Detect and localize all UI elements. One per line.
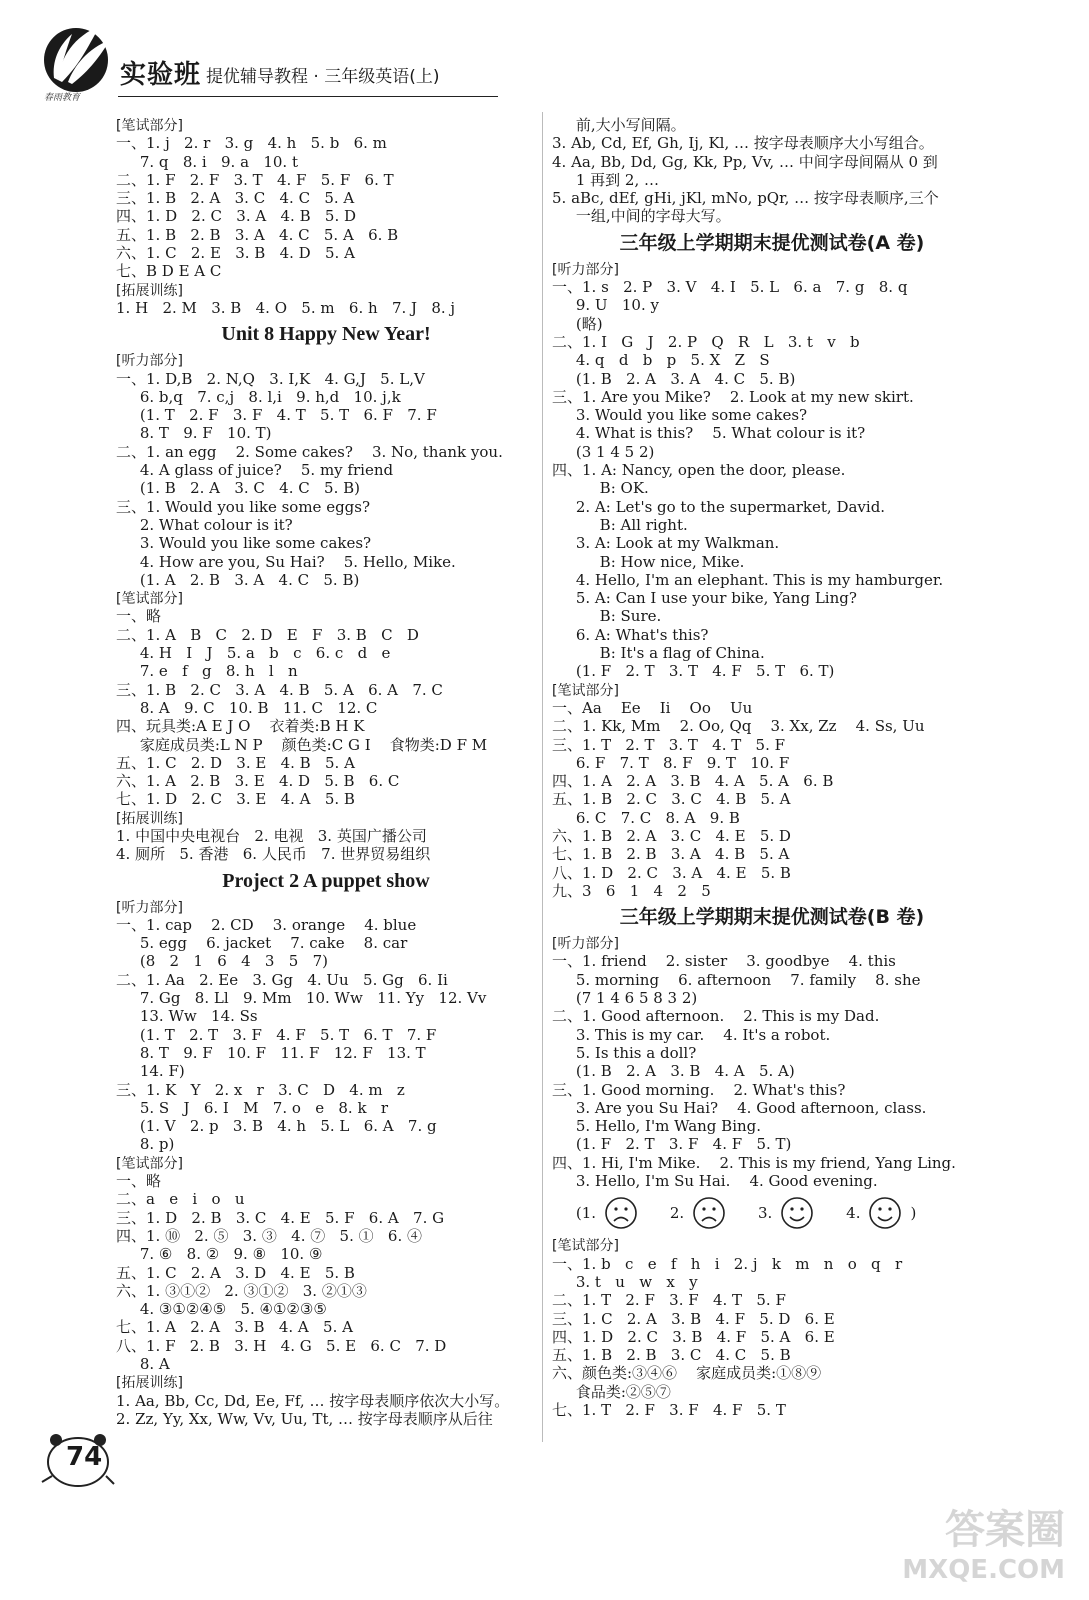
section-heading: [听力部分] bbox=[116, 899, 183, 916]
answer-line: 3. Ab, Cd, Ef, Gh, Ij, Kl, … 按字母表顺序大小写组合。 bbox=[552, 134, 934, 153]
book-subtitle: 提优辅导教程 · 三年级英语(上) bbox=[206, 67, 440, 87]
face-label: 4. bbox=[822, 1204, 861, 1223]
answer-line: (1. V 2. p 3. B 4. h 5. L 6. A 7. g bbox=[116, 1117, 437, 1136]
answer-line: 3. A: Look at my Walkman. bbox=[552, 534, 780, 553]
answer-line: 四、1. D 2. C 3. B 4. F 5. A 6. E bbox=[552, 1327, 835, 1346]
answer-line: 三、1. C 2. A 3. B 4. F 5. D 6. E bbox=[552, 1309, 835, 1328]
watermark-url: MXQE.COM bbox=[902, 1555, 1065, 1585]
answer-line: (1. B 2. A 3. B 4. A 5. A) bbox=[552, 1062, 795, 1081]
answer-line: 6. C 7. C 8. A 9. B bbox=[552, 808, 740, 827]
answer-line: 5. A: Can I use your bike, Yang Ling? bbox=[552, 589, 857, 608]
sad-face-icon bbox=[692, 1196, 726, 1230]
answer-line: (3 1 4 5 2) bbox=[552, 442, 655, 461]
section-heading: [笔试部分] bbox=[116, 118, 183, 134]
answer-line: 5. Is this a doll? bbox=[552, 1043, 697, 1062]
answer-line: 一、1. friend 2. sister 3. goodbye 4. this bbox=[552, 952, 896, 971]
answer-line: B: OK. bbox=[552, 479, 649, 498]
face-label: 2. bbox=[646, 1204, 685, 1223]
answer-line: 六、1. C 2. E 3. B 4. D 5. A bbox=[116, 244, 355, 263]
answer-line: 二、1. an egg 2. Some cakes? 3. No, thank you. bbox=[116, 442, 503, 461]
answer-line: 六、颜色类:③④⑥ 家庭成员类:①⑧⑨ bbox=[552, 1364, 822, 1383]
section-heading-row bbox=[116, 116, 536, 134]
right-column bbox=[552, 116, 992, 1419]
answer-line: 一组,中间的字母大写。 bbox=[552, 207, 731, 226]
section-heading: [笔试部分] bbox=[552, 682, 619, 699]
answer-line: (1. B 2. A 3. A 4. C 5. B) bbox=[552, 369, 796, 388]
answer-line: 二、1. A B C 2. D E F 3. B C D bbox=[116, 625, 419, 644]
answer-line: 二、1. I G J 2. P Q R L 3. t v b bbox=[552, 332, 860, 351]
answer-line: 一、1. s 2. P 3. V 4. I 5. L 6. a 7. g 8. q bbox=[552, 278, 908, 297]
page-number: 74 bbox=[66, 1442, 103, 1472]
answer-line: 二、1. T 2. F 3. F 4. T 5. F bbox=[552, 1291, 786, 1310]
section-heading-row bbox=[552, 1236, 992, 1254]
section-heading: [笔试部分] bbox=[116, 591, 183, 608]
section-heading: [听力部分] bbox=[116, 353, 183, 370]
answer-line: 二、1. F 2. F 3. T 4. F 5. F 6. T bbox=[116, 170, 394, 189]
answer-line: 1 再到 2, … bbox=[552, 170, 659, 189]
smiling-face-icon bbox=[868, 1196, 902, 1230]
answer-line: 4. Hello, I'm an elephant. This is my hamburger. bbox=[552, 570, 944, 589]
section-heading-row bbox=[116, 589, 536, 607]
face-label: (1. bbox=[552, 1204, 597, 1223]
answer-line: 二、1. Good afternoon. 2. This is my Dad. bbox=[552, 1007, 880, 1026]
answer-line: 五、1. C 2. A 3. D 4. E 5. B bbox=[116, 1263, 355, 1282]
answer-line: 4. Aa, Bb, Dd, Gg, Kk, Pp, Vv, … 中间字母间隔从 0 到 bbox=[552, 152, 938, 171]
page-number-badge bbox=[36, 1432, 116, 1492]
answer-line: 6. b,q 7. c,j 8. l,i 9. h,d 10. j,k bbox=[116, 387, 401, 406]
answer-line: 七、1. A 2. A 3. B 4. A 5. A bbox=[116, 1318, 353, 1337]
answer-line: 8. T 9. F 10. T) bbox=[116, 424, 272, 443]
answer-line: 8. A bbox=[116, 1355, 170, 1373]
exam-title: 三年级上学期期末提优测试卷(B 卷) bbox=[619, 906, 925, 929]
section-heading: [笔试部分] bbox=[552, 1238, 619, 1255]
section-heading-row bbox=[116, 281, 536, 299]
answer-line: 5. S J 6. I M 7. o e 8. k r bbox=[116, 1098, 389, 1117]
answer-line: (略) bbox=[552, 314, 603, 333]
logo-caption: 春雨教育 bbox=[44, 93, 81, 103]
answer-line: 七、1. T 2. F 3. F 4. F 5. T bbox=[552, 1401, 786, 1419]
answer-line: 3. Hello, I'm Su Hai. 4. Good evening. bbox=[552, 1172, 878, 1191]
answer-line: 2. A: Let's go to the supermarket, David. bbox=[552, 497, 886, 516]
exam-title: 三年级上学期期末提优测试卷(A 卷) bbox=[619, 231, 925, 254]
answer-line: 3. Would you like some cakes? bbox=[116, 534, 372, 553]
section-heading: [听力部分] bbox=[552, 936, 619, 953]
answer-line: 一、1. j 2. r 3. g 4. h 5. b 6. m bbox=[116, 134, 387, 153]
face-label: 3. bbox=[734, 1204, 773, 1223]
answer-line: 4. q d b p 5. X Z S bbox=[552, 351, 770, 370]
answer-line: 三、1. Good morning. 2. What's this? bbox=[552, 1080, 846, 1099]
answer-line: 七、1. B 2. B 3. A 4. B 5. A bbox=[552, 845, 790, 864]
section-heading-row bbox=[552, 681, 992, 699]
leaf-logo-icon bbox=[38, 18, 118, 98]
answer-line: 八、1. F 2. B 3. H 4. G 5. E 6. C 7. D bbox=[116, 1336, 447, 1355]
answer-line: 五、1. C 2. D 3. E 4. B 5. A bbox=[116, 753, 355, 772]
emotion-faces-row bbox=[552, 1190, 992, 1236]
answer-line: 七、B D E A C bbox=[116, 262, 222, 281]
header-rule bbox=[118, 96, 498, 97]
answer-line: 一、Aa Ee Ii Oo Uu bbox=[552, 698, 753, 717]
answer-line: 一、1. b c e f h i 2. j k m n o q r bbox=[552, 1254, 903, 1273]
answer-line: 前,大小写间隔。 bbox=[552, 116, 686, 134]
section-heading-row bbox=[552, 260, 992, 278]
answer-line: 4. 厕所 5. 香港 6. 人民币 7. 世界贸易组织 bbox=[116, 845, 431, 864]
answer-line: 3. This is my car. 4. It's a robot. bbox=[552, 1025, 831, 1044]
answer-line: 三、1. T 2. T 3. T 4. T 5. F bbox=[552, 735, 786, 754]
answer-line: 3. Are you Su Hai? 4. Good afternoon, class. bbox=[552, 1098, 927, 1117]
answer-line: 家庭成员类:L N P 颜色类:C G I 食物类:D F M bbox=[116, 735, 488, 754]
smiling-face-icon bbox=[780, 1196, 814, 1230]
answer-line: 四、1. D 2. C 3. A 4. B 5. D bbox=[116, 207, 357, 226]
answer-line: 7. Gg 8. Ll 9. Mm 10. Ww 11. Yy 12. Vv bbox=[116, 989, 487, 1008]
answer-line: 3. t u w x y bbox=[552, 1272, 698, 1291]
answer-line: (7 1 4 6 5 8 3 2) bbox=[552, 989, 698, 1008]
section-heading: [拓展训练] bbox=[116, 1375, 183, 1392]
answer-line: 6. A: What's this? bbox=[552, 625, 709, 644]
answer-line: 食品类:②⑤⑦ bbox=[552, 1382, 671, 1401]
page-header bbox=[38, 18, 1058, 108]
unit-title: Unit 8 Happy New Year! bbox=[221, 323, 431, 346]
section-heading: [拓展训练] bbox=[116, 282, 183, 299]
answer-line: 1. 中国中央电视台 2. 电视 3. 英国广播公司 bbox=[116, 826, 427, 845]
answer-line: 五、1. B 2. B 3. A 4. C 5. A 6. B bbox=[116, 225, 399, 244]
answer-line: 一、略 bbox=[116, 607, 162, 626]
section-heading-row bbox=[116, 351, 536, 369]
answer-line: 2. Zz, Yy, Xx, Ww, Vv, Uu, Tt, … 按字母表顺序从后往 bbox=[116, 1409, 493, 1428]
answer-line: 1. Aa, Bb, Cc, Dd, Ee, Ff, … 按字母表顺序依次大小写。 bbox=[116, 1391, 510, 1410]
answer-line: 4. H I J 5. a b c 6. c d e bbox=[116, 644, 391, 663]
answer-line: 四、1. ⑩ 2. ⑤ 3. ③ 4. ⑦ 5. ① 6. ④ bbox=[116, 1226, 422, 1245]
section-heading-row bbox=[116, 809, 536, 827]
answer-line: 四、玩具类:A E J O 衣着类:B H K bbox=[116, 717, 365, 736]
answer-line: (1. A 2. B 3. A 4. C 5. B) bbox=[116, 570, 360, 589]
answer-line: 八、1. D 2. C 3. A 4. E 5. B bbox=[552, 863, 791, 882]
answer-line: 5. Hello, I'm Wang Bing. bbox=[552, 1117, 762, 1136]
answer-line: (1. F 2. T 3. T 4. F 5. T 6. T) bbox=[552, 662, 835, 681]
sad-face-icon bbox=[604, 1196, 638, 1230]
answer-line: 8. p) bbox=[116, 1135, 175, 1154]
answer-line: 二、1. Kk, Mm 2. Oo, Qq 3. Xx, Zz 4. Ss, Uu bbox=[552, 717, 925, 736]
section-heading: [拓展训练] bbox=[116, 810, 183, 827]
answer-line: 7. ⑥ 8. ② 9. ⑧ 10. ⑨ bbox=[116, 1245, 323, 1264]
answer-line: (1. T 2. T 3. F 4. F 5. T 6. T 7. F bbox=[116, 1025, 437, 1044]
section-heading: [听力部分] bbox=[552, 261, 619, 278]
answer-line: (1. F 2. T 3. F 4. F 5. T) bbox=[552, 1135, 792, 1154]
answer-line: 四、1. A: Nancy, open the door, please. bbox=[552, 461, 846, 480]
answer-line: B: Sure. bbox=[552, 607, 662, 626]
answer-line: 六、1. B 2. A 3. C 4. E 5. D bbox=[552, 826, 791, 845]
answer-line: 4. A glass of juice? 5. my friend bbox=[116, 461, 394, 480]
answer-line: 三、1. K Y 2. x r 3. C D 4. m z bbox=[116, 1080, 405, 1099]
face-close: ) bbox=[910, 1204, 917, 1223]
answer-line: B: All right. bbox=[552, 515, 688, 534]
section-heading-row bbox=[116, 1154, 536, 1172]
answer-line: 5. egg 6. jacket 7. cake 8. car bbox=[116, 934, 408, 953]
answer-line: 五、1. B 2. C 3. C 4. B 5. A bbox=[552, 790, 791, 809]
answer-line: 4. How are you, Su Hai? 5. Hello, Mike. bbox=[116, 552, 456, 571]
answer-line: 三、1. Would you like some eggs? bbox=[116, 497, 371, 516]
answer-line: 六、1. A 2. B 3. E 4. D 5. B 6. C bbox=[116, 772, 400, 791]
answer-line: 九、3 6 1 4 2 5 bbox=[552, 881, 711, 900]
answer-line: 8. A 9. C 10. B 11. C 12. C bbox=[116, 698, 378, 717]
section-heading: [笔试部分] bbox=[116, 1155, 183, 1172]
answer-line: 9. U 10. y bbox=[552, 296, 659, 315]
answer-line: 13. Ww 14. Ss bbox=[116, 1007, 258, 1026]
answer-line: 14. F) bbox=[116, 1062, 185, 1081]
answer-line: 7. e f g 8. h l n bbox=[116, 662, 298, 681]
answer-line: B: How nice, Mike. bbox=[552, 552, 745, 571]
answer-line: 一、略 bbox=[116, 1172, 162, 1191]
watermark bbox=[895, 1498, 1065, 1588]
answer-line: 1. H 2. M 3. B 4. O 5. m 6. h 7. J 8. j bbox=[116, 298, 456, 317]
unit-title: Project 2 A puppet show bbox=[222, 869, 430, 892]
answer-line: 一、1. D,B 2. N,Q 3. I,K 4. G,J 5. L,V bbox=[116, 369, 425, 388]
brand-title: 实验班 bbox=[120, 60, 202, 90]
left-column bbox=[116, 116, 536, 1428]
answer-line: 七、1. D 2. C 3. E 4. A 5. B bbox=[116, 790, 355, 809]
section-heading-row bbox=[552, 934, 992, 952]
section-heading-row bbox=[116, 898, 536, 916]
answer-line: 五、1. B 2. B 3. C 4. C 5. B bbox=[552, 1346, 791, 1365]
answer-line: 四、1. Hi, I'm Mike. 2. This is my friend, Yang Ling. bbox=[552, 1153, 956, 1172]
answer-line: 四、1. A 2. A 3. B 4. A 5. A 6. B bbox=[552, 772, 834, 791]
answer-line: 5. morning 6. afternoon 7. family 8. she bbox=[552, 970, 921, 989]
watermark-logo: 答案圈 bbox=[945, 1507, 1065, 1553]
section-heading-row bbox=[116, 1373, 536, 1391]
answer-line: 3. Would you like some cakes? bbox=[552, 406, 808, 425]
answer-line: 二、a e i o u bbox=[116, 1190, 245, 1209]
answer-line: 二、1. Aa 2. Ee 3. Gg 4. Uu 5. Gg 6. Ii bbox=[116, 970, 448, 989]
answer-line: 六、1. ③①② 2. ③①② 3. ②①③ bbox=[116, 1281, 367, 1300]
answer-line: 5. aBc, dEf, gHi, jKl, mNo, pQr, … 按字母表顺序,三个 bbox=[552, 189, 939, 208]
answer-line: 4. What is this? 5. What colour is it? bbox=[552, 424, 866, 443]
answer-line: (8 2 1 6 4 3 5 7) bbox=[116, 952, 329, 971]
answer-line: 2. What colour is it? bbox=[116, 515, 293, 534]
column-divider bbox=[542, 112, 543, 1442]
answer-line: (1. T 2. F 3. F 4. T 5. T 6. F 7. F bbox=[116, 406, 437, 425]
answer-line: 8. T 9. F 10. F 11. F 12. F 13. T bbox=[116, 1043, 426, 1062]
answer-line: 三、1. B 2. C 3. A 4. B 5. A 6. A 7. C bbox=[116, 680, 443, 699]
answer-line: (1. B 2. A 3. C 4. C 5. B) bbox=[116, 479, 360, 498]
answer-line: 三、1. Are you Mike? 2. Look at my new skirt. bbox=[552, 387, 914, 406]
answer-line: 三、1. B 2. A 3. C 4. C 5. A bbox=[116, 189, 355, 208]
answer-line: 7. q 8. i 9. a 10. t bbox=[116, 152, 298, 171]
answer-line: 三、1. D 2. B 3. C 4. E 5. F 6. A 7. G bbox=[116, 1208, 445, 1227]
answer-line: 一、1. cap 2. CD 3. orange 4. blue bbox=[116, 915, 417, 934]
answer-line: B: It's a flag of China. bbox=[552, 644, 765, 663]
answer-line: 4. ③①②④⑤ 5. ④①②③⑤ bbox=[116, 1300, 327, 1319]
answer-line: 6. F 7. T 8. F 9. T 10. F bbox=[552, 753, 790, 772]
